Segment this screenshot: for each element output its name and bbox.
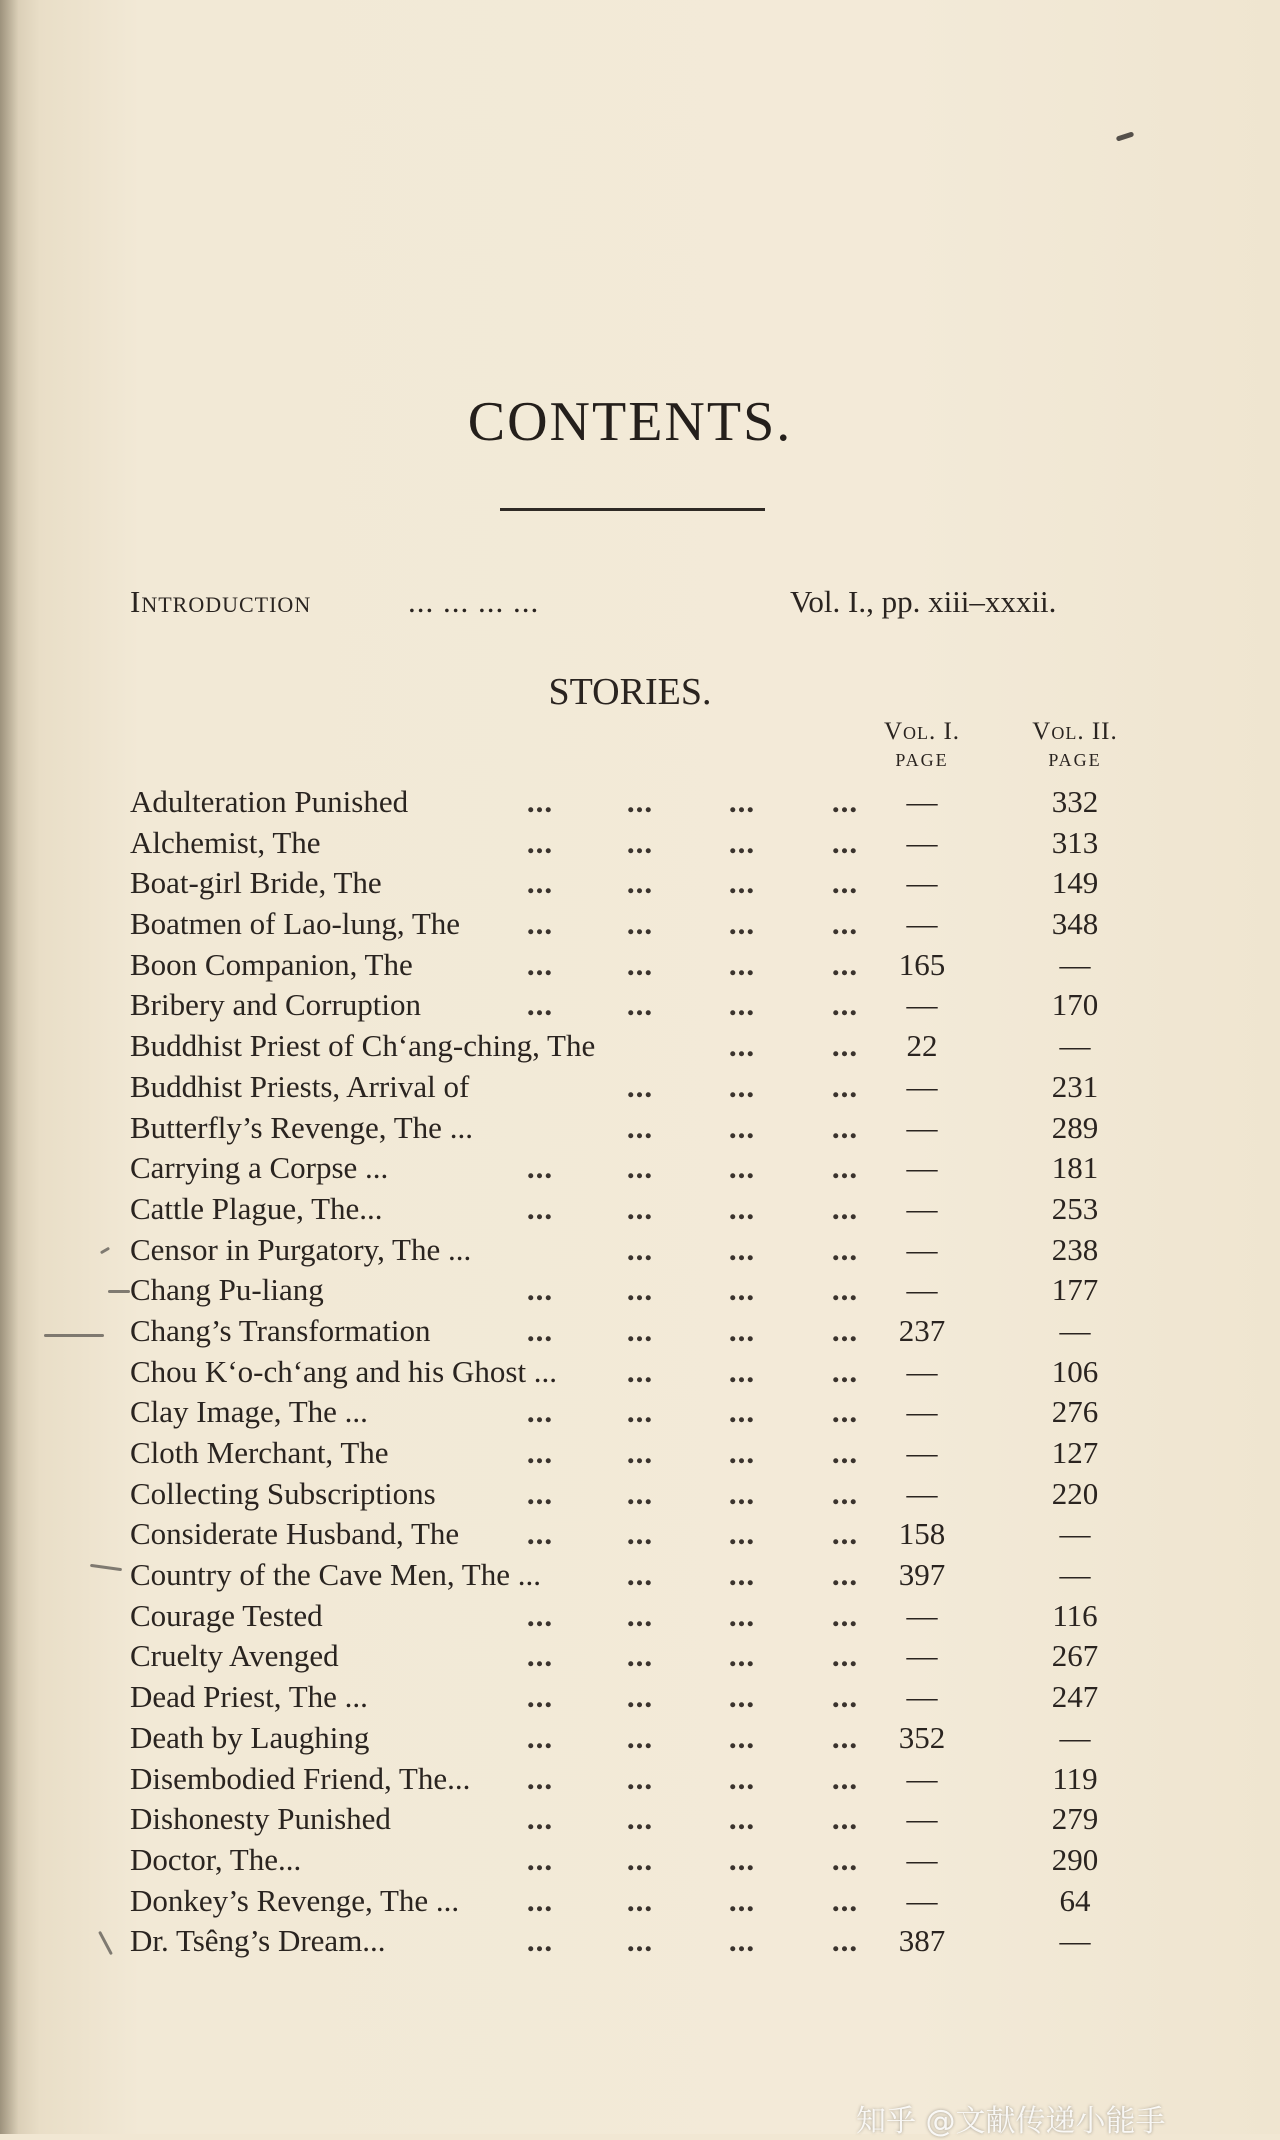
- vol1-page-number: —: [906, 1394, 938, 1430]
- leader-dots: ...: [728, 1841, 756, 1877]
- leader-dots: ...: [526, 824, 554, 860]
- contents-row: [0, 823, 1260, 864]
- leader-dots: ...: [831, 1638, 859, 1674]
- leader-dots: ...: [831, 1272, 859, 1308]
- leader-dots: ...: [728, 824, 756, 860]
- vol2-page-number: 170: [1051, 987, 1099, 1023]
- vol2-page-number: 220: [1051, 1475, 1099, 1511]
- vol1-page-number: —: [906, 1435, 938, 1470]
- leader-dots: ...: [831, 1109, 859, 1145]
- leader-dots: ...: [526, 1801, 554, 1837]
- leader-dots: ...: [626, 1150, 654, 1186]
- leader-dots: ...: [728, 1435, 756, 1470]
- leader-dots: ...: [831, 1597, 859, 1633]
- leader-dots: ...: [526, 1150, 554, 1186]
- story-title: Dr. Tsêng’s Dream...: [130, 1923, 386, 1959]
- leader-dots: ...: [626, 1801, 654, 1837]
- leader-dots: ...: [626, 1190, 654, 1226]
- leader-dots: ...: [728, 1028, 756, 1064]
- contents-row: [0, 1270, 1260, 1311]
- vol1-page-number: —: [906, 1638, 938, 1674]
- leader-dots: ...: [526, 1475, 554, 1511]
- contents-row: [0, 1026, 1260, 1067]
- contents-row: [0, 1189, 1260, 1230]
- leader-dots: ...: [728, 1150, 756, 1186]
- leader-dots: ...: [526, 946, 554, 982]
- leader-dots: ...: [526, 1679, 554, 1715]
- contents-row: [0, 985, 1260, 1026]
- vol2-page-number: 119: [1052, 1760, 1098, 1796]
- leader-dots: ...: [626, 1597, 654, 1633]
- vol1-page-number: 22: [906, 1028, 938, 1064]
- contents-row: [0, 1067, 1260, 1108]
- vol2-page-number: —: [1059, 1028, 1091, 1064]
- leader-dots: ...: [831, 1353, 859, 1389]
- contents-row: [0, 1677, 1260, 1718]
- title-rule: [500, 508, 765, 511]
- vol1-page-number: —: [906, 1679, 938, 1715]
- leader-dots: ...: [831, 865, 859, 901]
- leader-dots: ...: [626, 1475, 654, 1511]
- leader-dots: ...: [626, 1516, 654, 1552]
- vol1-page-number: —: [906, 1272, 938, 1308]
- vol2-page-number: 290: [1051, 1841, 1099, 1877]
- vol2-page-number: 332: [1051, 784, 1099, 819]
- story-title: Boatmen of Lao-lung, The: [130, 906, 461, 942]
- vol2-page-number: —: [1059, 1557, 1091, 1593]
- leader-dots: ...: [728, 1719, 756, 1755]
- leader-dots: ...: [526, 987, 554, 1023]
- vol1-page-number: —: [906, 1597, 938, 1633]
- vol2-page-number: —: [1059, 946, 1091, 982]
- leader-dots: ...: [728, 1882, 756, 1918]
- leader-dots: ...: [626, 1109, 654, 1145]
- story-title: Courage Tested: [130, 1597, 323, 1633]
- vol2-page-number: 289: [1051, 1109, 1099, 1145]
- leader-dots: ...: [831, 1028, 859, 1064]
- column-header-vol2-label: Vol. II.: [1032, 718, 1118, 745]
- pencil-mark: [44, 1334, 104, 1337]
- column-header-vol2-page: PAGE: [1048, 750, 1102, 770]
- leader-dots: ...: [831, 824, 859, 860]
- story-title: Chou K‘o-ch‘ang and his Ghost ...: [130, 1353, 558, 1389]
- vol2-page-number: 106: [1051, 1353, 1099, 1389]
- leader-dots: ...: [526, 784, 554, 819]
- vol1-page-number: 352: [898, 1719, 946, 1755]
- vol1-page-number: —: [906, 1882, 938, 1918]
- vol2-page-number: 276: [1051, 1394, 1099, 1430]
- vol2-page-number: 149: [1051, 865, 1099, 901]
- ink-mark: [1116, 131, 1135, 141]
- contents-row: [0, 904, 1260, 945]
- leader-dots: ...: [831, 1557, 859, 1593]
- leader-dots: ...: [831, 1312, 859, 1348]
- leader-dots: ...: [728, 1394, 756, 1430]
- leader-dots: ...: [626, 1841, 654, 1877]
- leader-dots: ...: [626, 824, 654, 860]
- column-header-vol2: [1005, 718, 1145, 771]
- story-title: Buddhist Priests, Arrival of: [130, 1068, 470, 1104]
- vol2-page-number: 253: [1051, 1190, 1099, 1226]
- contents-row: [0, 1352, 1260, 1393]
- contents-row: [0, 1311, 1260, 1352]
- leader-dots: ...: [626, 1353, 654, 1389]
- leader-dots: ...: [626, 1312, 654, 1348]
- vol2-page-number: 231: [1051, 1068, 1099, 1104]
- vol2-page-number: —: [1059, 1312, 1091, 1348]
- leader-dots: ...: [526, 1435, 554, 1470]
- vol1-page-number: —: [906, 1801, 938, 1837]
- story-title: Chang’s Transformation: [130, 1312, 431, 1348]
- vol1-page-number: —: [906, 1231, 938, 1267]
- vol2-page-number: —: [1059, 1719, 1091, 1755]
- vol1-page-number: —: [906, 1150, 938, 1186]
- contents-row: [0, 1881, 1260, 1922]
- leader-dots: ...: [526, 1516, 554, 1552]
- leader-dots: ...: [626, 1231, 654, 1267]
- vol2-page-number: 181: [1051, 1150, 1099, 1186]
- leader-dots: ...: [728, 1109, 756, 1145]
- contents-row: [0, 1230, 1260, 1271]
- leader-dots: ...: [626, 1394, 654, 1430]
- leader-dots: ...: [831, 1435, 859, 1470]
- leader-dots: ...: [831, 1150, 859, 1186]
- vol1-page-number: 397: [898, 1557, 946, 1593]
- vol1-page-number: —: [906, 1190, 938, 1226]
- contents-row: [0, 1718, 1260, 1759]
- leader-dots: ...: [626, 1679, 654, 1715]
- vol2-page-number: 348: [1051, 906, 1099, 942]
- story-title: Butterfly’s Revenge, The ...: [130, 1109, 473, 1145]
- page-title: CONTENTS.: [467, 391, 793, 453]
- leader-dots: ...: [831, 1068, 859, 1104]
- pencil-mark: [108, 1290, 130, 1293]
- leader-dots: ...: [626, 1760, 654, 1796]
- leader-dots: ...: [626, 784, 654, 819]
- vol1-page-number: —: [906, 1353, 938, 1389]
- vol1-page-number: —: [906, 865, 938, 901]
- leader-dots: ...: [626, 1923, 654, 1959]
- leader-dots: ...: [626, 946, 654, 982]
- story-title: Chang Pu-liang: [130, 1272, 324, 1308]
- leader-dots: ...: [831, 1882, 859, 1918]
- vol2-page-number: 177: [1051, 1272, 1099, 1308]
- leader-dots: ...: [626, 865, 654, 901]
- vol1-page-number: 165: [898, 946, 946, 982]
- leader-dots: ...: [728, 1272, 756, 1308]
- contents-row: [0, 945, 1260, 986]
- vol2-page-number: 247: [1051, 1679, 1099, 1715]
- contents-row: [0, 1636, 1260, 1677]
- leader-dots: ...: [728, 1801, 756, 1837]
- contents-row: [0, 1148, 1260, 1189]
- leader-dots: ...: [728, 1679, 756, 1715]
- leader-dots: ...: [626, 1435, 654, 1470]
- column-header-vol1-page: PAGE: [895, 750, 949, 770]
- contents-row: [0, 1921, 1260, 1962]
- vol1-page-number: —: [906, 1841, 938, 1877]
- contents-row: [0, 1596, 1260, 1637]
- leader-dots: ...: [526, 1760, 554, 1796]
- leader-dots: ...: [831, 1231, 859, 1267]
- story-title: Adulteration Punished: [130, 784, 409, 819]
- vol1-page-number: —: [906, 1760, 938, 1796]
- introduction-line: [130, 584, 1130, 620]
- leader-dots: ...: [526, 1841, 554, 1877]
- column-header-vol1: [852, 718, 992, 771]
- contents-row: [0, 1759, 1260, 1800]
- leader-dots: ...: [728, 784, 756, 819]
- vol2-page-number: 64: [1059, 1882, 1091, 1918]
- story-title: Donkey’s Revenge, The ...: [130, 1882, 460, 1918]
- vol2-page-number: 267: [1051, 1638, 1099, 1674]
- leader-dots: ...: [728, 906, 756, 942]
- leader-dots: ...: [626, 1272, 654, 1308]
- contents-row: [0, 863, 1260, 904]
- leader-dots: ...: [831, 1801, 859, 1837]
- leader-dots: ...: [626, 1638, 654, 1674]
- introduction-reference: Vol. I., pp. xiii–xxxii.: [790, 584, 1057, 619]
- column-header-vol1-label: Vol. I.: [883, 718, 961, 745]
- contents-row: [0, 782, 1260, 823]
- vol1-page-number: —: [906, 987, 938, 1023]
- contents-row: [0, 1840, 1260, 1881]
- leader-dots: ...: [728, 1760, 756, 1796]
- leader-dots: ...: [831, 946, 859, 982]
- contents-row: [0, 1474, 1260, 1515]
- contents-row: [0, 1799, 1260, 1840]
- contents-row: [0, 1433, 1260, 1474]
- story-title: Country of the Cave Men, The ...: [130, 1557, 541, 1593]
- story-title: Buddhist Priest of Ch‘ang-ching, The: [130, 1028, 596, 1064]
- vol1-page-number: —: [906, 824, 938, 860]
- vol1-page-number: 387: [898, 1923, 946, 1959]
- story-title: Dead Priest, The ...: [130, 1679, 368, 1715]
- vol2-page-number: 127: [1051, 1435, 1099, 1470]
- vol2-page-number: —: [1059, 1516, 1091, 1552]
- leader-dots: ...: [526, 1923, 554, 1959]
- story-title: Bribery and Corruption: [130, 987, 422, 1023]
- story-title: Boon Companion, The: [130, 946, 413, 982]
- vol1-page-number: 237: [898, 1312, 946, 1348]
- leader-dots: ...: [728, 1516, 756, 1552]
- story-title: Considerate Husband, The: [130, 1516, 460, 1552]
- leader-dots: ...: [728, 1638, 756, 1674]
- leader-dots: ...: [626, 1068, 654, 1104]
- introduction-leader-dots: ... ... ... ...: [408, 584, 540, 619]
- vol1-page-number: —: [906, 1475, 938, 1511]
- leader-dots: ...: [831, 1841, 859, 1877]
- leader-dots: ...: [831, 987, 859, 1023]
- vol1-page-number: —: [906, 784, 938, 819]
- leader-dots: ...: [728, 946, 756, 982]
- leader-dots: ...: [728, 1190, 756, 1226]
- story-title: Disembodied Friend, The...: [130, 1760, 471, 1796]
- leader-dots: ...: [526, 1597, 554, 1633]
- story-title: Cattle Plague, The...: [130, 1190, 383, 1226]
- leader-dots: ...: [526, 1312, 554, 1348]
- leader-dots: ...: [626, 987, 654, 1023]
- leader-dots: ...: [831, 1516, 859, 1552]
- vol2-page-number: —: [1059, 1923, 1091, 1959]
- leader-dots: ...: [526, 1272, 554, 1308]
- leader-dots: ...: [831, 1679, 859, 1715]
- leader-dots: ...: [626, 906, 654, 942]
- leader-dots: ...: [728, 1475, 756, 1511]
- leader-dots: ...: [831, 1190, 859, 1226]
- story-title: Alchemist, The: [130, 824, 321, 860]
- leader-dots: ...: [526, 1190, 554, 1226]
- leader-dots: ...: [728, 1597, 756, 1633]
- leader-dots: ...: [728, 1923, 756, 1959]
- leader-dots: ...: [831, 906, 859, 942]
- vol1-page-number: —: [906, 906, 938, 942]
- contents-row: [0, 1392, 1260, 1433]
- vol2-page-number: 116: [1052, 1597, 1098, 1633]
- story-title: Cruelty Avenged: [130, 1638, 339, 1674]
- contents-row: [0, 1108, 1260, 1149]
- contents-row: [0, 1555, 1260, 1596]
- leader-dots: ...: [728, 865, 756, 901]
- story-title: Cloth Merchant, The: [130, 1435, 389, 1470]
- leader-dots: ...: [728, 1231, 756, 1267]
- watermark: 知乎 @文献传递小能手: [856, 2104, 1166, 2139]
- leader-dots: ...: [626, 1719, 654, 1755]
- leader-dots: ...: [526, 1719, 554, 1755]
- vol1-page-number: 158: [898, 1516, 946, 1552]
- leader-dots: ...: [526, 1882, 554, 1918]
- leader-dots: ...: [728, 1068, 756, 1104]
- leader-dots: ...: [831, 1394, 859, 1430]
- vol2-page-number: 238: [1051, 1231, 1099, 1267]
- leader-dots: ...: [526, 906, 554, 942]
- story-title: Doctor, The...: [130, 1841, 302, 1877]
- leader-dots: ...: [526, 1394, 554, 1430]
- leader-dots: ...: [626, 1882, 654, 1918]
- story-title: Censor in Purgatory, The ...: [130, 1231, 472, 1267]
- story-title: Collecting Subscriptions: [130, 1475, 436, 1511]
- leader-dots: ...: [728, 1353, 756, 1389]
- vol2-page-number: 279: [1051, 1801, 1099, 1837]
- leader-dots: ...: [526, 865, 554, 901]
- story-title: Clay Image, The ...: [130, 1394, 368, 1430]
- contents-row: [0, 1514, 1260, 1555]
- vol2-page-number: 313: [1051, 824, 1099, 860]
- contents-list: [0, 782, 1260, 1962]
- leader-dots: ...: [831, 1719, 859, 1755]
- leader-dots: ...: [728, 987, 756, 1023]
- vol1-page-number: —: [906, 1068, 938, 1104]
- leader-dots: ...: [831, 1923, 859, 1959]
- vol1-page-number: —: [906, 1109, 938, 1145]
- leader-dots: ...: [831, 784, 859, 819]
- introduction-label: Introduction: [130, 584, 312, 619]
- leader-dots: ...: [728, 1312, 756, 1348]
- leader-dots: ...: [831, 1760, 859, 1796]
- story-title: Carrying a Corpse ...: [130, 1150, 389, 1186]
- leader-dots: ...: [626, 1557, 654, 1593]
- leader-dots: ...: [526, 1638, 554, 1674]
- story-title: Death by Laughing: [130, 1719, 370, 1755]
- leader-dots: ...: [728, 1557, 756, 1593]
- story-title: Boat-girl Bride, The: [130, 865, 382, 901]
- leader-dots: ...: [831, 1475, 859, 1511]
- stories-heading: STORIES.: [548, 671, 712, 713]
- story-title: Dishonesty Punished: [130, 1801, 391, 1837]
